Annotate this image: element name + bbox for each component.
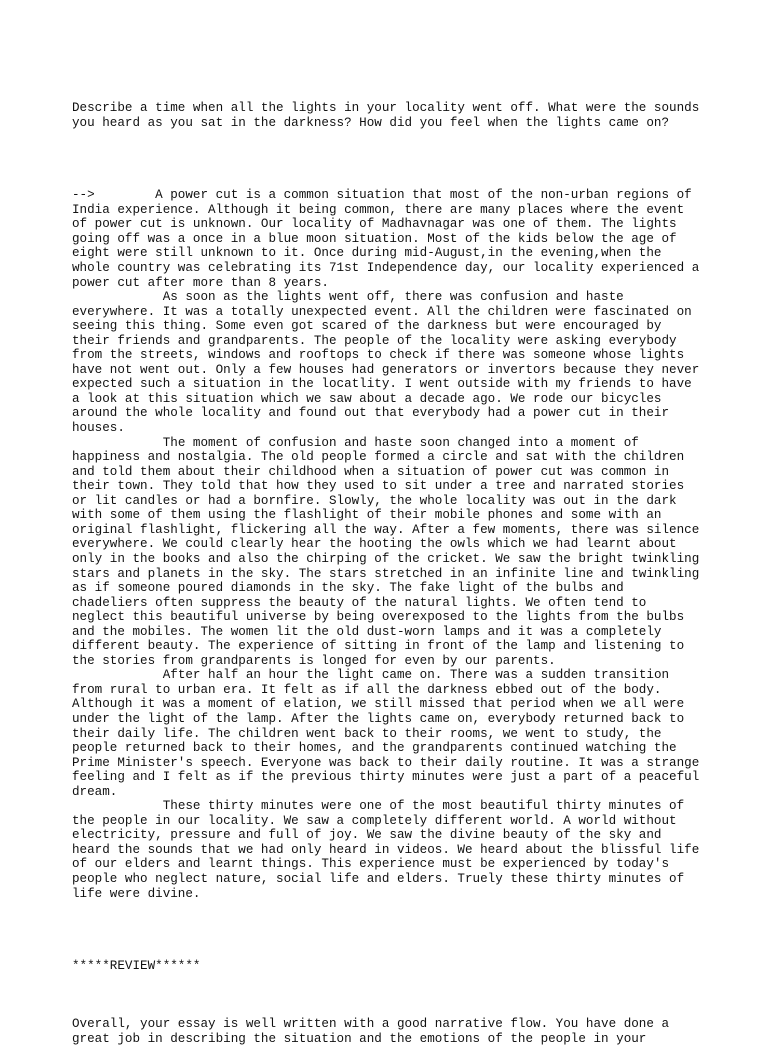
review-text: Overall, your essay is well written with a good narrative flow. You have done a great job in describing the situation and the emotions of the people in your — [72, 1017, 670, 1046]
review-heading: *****REVIEW****** — [72, 959, 201, 974]
essay-prompt: Describe a time when all the lights in your locality went off. What were the sounds you heard as you sat in the darkness? How did you feel when the lights came on? — [72, 101, 700, 130]
essay-body: --> A power cut is a common situation that most of the non-urban regions of India experience. Although it being common, there are many places where the event of power cut is unknown. Our locality of Madhavnagar was one of them. The lights going off was a once in a blue moon situation. Most of the kids below the age of eight were still unknown to it. Once during mid-August,in the evening,when the whole country was celebrating its 71st Independence day, our locality experienced a power cut after more than 8 years. As soon as the lights went off, there was confusion and haste everywhere. It was a totally unexpected event. All the children were fascinated on seeing this thing. Some even got scared of the darkness but were encouraged by their friends and grandparents. The people of the locality were asking everybody from the streets, windows and rooftops to check if there was someone whose lights have not went out. Only a few houses had generators or invertors because they never expected such a situation in the locatlity. I went outside with my friends to have a look at this situation which we saw about a decade ago. We rode our bicycles around the whole locality and found out that everybody had a power cut in their houses. The moment of confusion and haste soon changed into a moment of happiness and nostalgia. The old people formed a circle and sat with the children and told them about their childhood when a situation of power cut was common in their town. They told that how they used to sit under a tree and narrated stories or lit candles or had a bornfire. Slowly, the whole locality was out in the dark with some of them using the flashlight of their mobile phones and some with an original flashlight, flickering all the way. After a few moments, there was silence everywhere. We could clearly hear the hooting the owls which we had learnt about only in the books and also the chirping of the cricket. We saw the bright twinkling stars and planets in the sky. The stars stretched in an infinite line and twinkling as if someone poured diamonds in the sky. The fake light of the bulbs and chadeliers often suppress the beauty of the natural lights. We often tend to neglect this beautiful universe by being overexposed to the lights from the bulbs and the mobiles. The women lit the old dust-worn lamps and it was a completely different beauty. The experience of sitting in front of the lamp and listening to the stories from grandparents is longed for even by our parents. After half an hour the light came on. There was a sudden transition from rural to urban era. It felt as if all the darkness ebbed out of the body. Although it was a moment of elation, we still missed that period when we all were under the light of the lamp. After the lights came on, everybody returned back to their daily life. The children went back to their rooms, we went to study, the people returned back to their homes, and the grandparents continued watching the Prime Minister's speech. Everyone was back to their daily routine. It was a strange feeling and I felt as if the previous thirty minutes were just a part of a peaceful dream. These thirty minutes were one of the most beautiful thirty minutes of the people in our locality. We saw a completely different world. A world without electricity, pressure and full of joy. We saw the divine beauty of the sky and heard the sounds that we had only heard in videos. We heard about the blissful life of our elders and learnt things. This experience must be experienced by today's people who neglect nature, social life and elders. Truely these thirty minutes of life were divine. — [72, 188, 700, 901]
document-page — [72, 72, 712, 1061]
